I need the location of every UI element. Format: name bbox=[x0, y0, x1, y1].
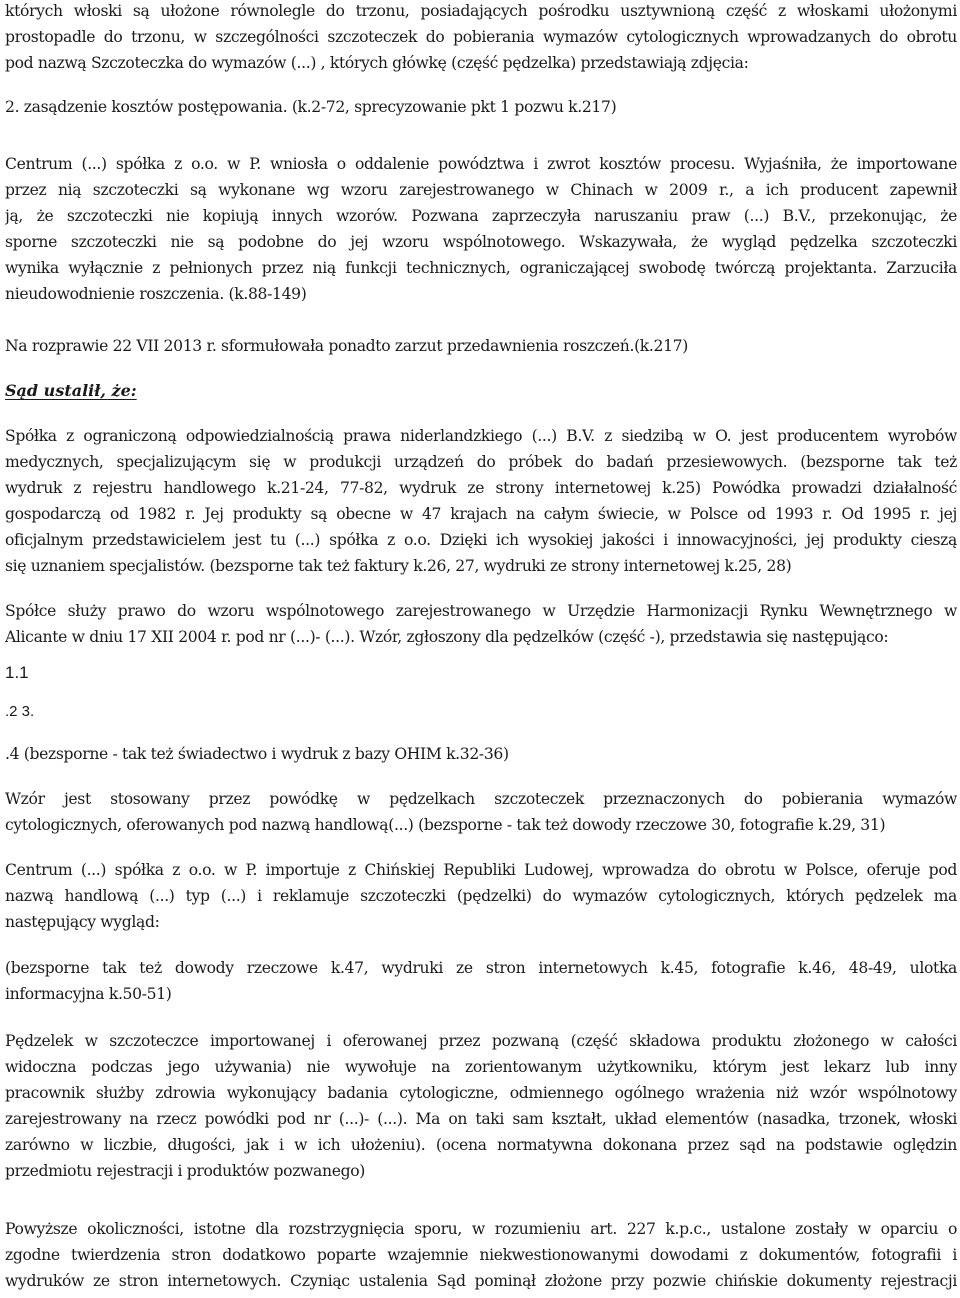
text-line: prostopadle do trzonu, w szczególności szczoteczek do pobierania wymazów cytologicznych wprowadzanych do obrotu bbox=[5, 28, 957, 46]
text-line: Spółka z ograniczoną odpowiedzialnością prawa niderlandzkiego (...) B.V. z siedzibą w O. jest producentem wyrobów bbox=[5, 427, 957, 445]
text-line: nieudowodnienie roszczenia. (k.88-149) bbox=[5, 285, 307, 303]
paragraph-figure-4-evidence: .4 (bezsporne - tak też świadectwo i wydruk z bazy OHIM k.32-36) bbox=[5, 745, 509, 763]
text-line: zarówno w liczbie, długości, jak i w ich ułożeniu). (ocena normatywna dokonana przez sąd na podstawie oględzin bbox=[5, 1136, 957, 1154]
text-line: przez nią szczoteczki są wykonane wg wzoru zarejestrowanego w Chinach w 2009 r., a ich producent zapewnił bbox=[5, 181, 957, 199]
paragraph-design-usage bbox=[5, 786, 957, 838]
paragraph-claim-description bbox=[5, 0, 957, 76]
paragraph-hearing: Na rozprawie 22 VII 2013 r. sformułowała ponadto zarzut przedawnienia roszczeń.(k.217) bbox=[5, 337, 688, 355]
text-line: (bezsporne tak też dowody rzeczowe k.47, wydruki ze stron internetowych k.45, fotografie k.46, 48-49, ulotka bbox=[5, 959, 957, 977]
text-line: Centrum (...) spółka z o.o. w P. wniosła o oddalenie powództwa i zwrot kosztów procesu. Wyjaśniła, że importowane bbox=[5, 155, 957, 173]
paragraph-brush-assessment bbox=[5, 1028, 957, 1184]
text-line: Spółce służy prawo do wzoru wspólnotowego zarejestrowanego w Urzędzie Harmonizacji Rynku Wewnętrznego w bbox=[5, 602, 957, 620]
text-line: ją, że szczoteczki nie kopiują innych wzorów. Pozwana zaprzeczyła naruszaniu praw (...) B.V., przekonując, że bbox=[5, 207, 957, 225]
figure-reference-2-3: .2 3. bbox=[5, 703, 35, 720]
text-line: wydruków ze stron internetowych. Czyniąc ustalenia Sąd pominął złożone przy pozwie chińskie dokumenty rejestracji bbox=[5, 1272, 957, 1290]
text-line: medycznych, specjalizującym się w produkcji urządzeń do próbek do badań przesiewowych. (bezsporne tak też bbox=[5, 453, 957, 471]
paragraph-evidence-basis bbox=[5, 1216, 957, 1294]
text-line: zgodne twierdzenia stron dodatkowo poparte wzajemnie niekwestionowanymi dowodami z dokumentów, fotografii i bbox=[5, 1246, 957, 1264]
figure-reference-1: 1.1 bbox=[5, 663, 29, 682]
text-line: Pędzelek w szczoteczce importowanej i oferowanej przez pozwaną (część składowa produktu złożonego w całości bbox=[5, 1032, 957, 1050]
text-line: oficjalnym przedstawicielem jest tu (...) spółka z o.o. Dzięki ich wysokiej jakości i innowacyjności, jej produkty cieszą bbox=[5, 531, 957, 549]
text-line: których włoski są ułożone równolegle do trzonu, posiadających pośrodku usztywnioną część z włoskami ułożonymi bbox=[5, 2, 957, 20]
paragraph-defendant-import bbox=[5, 857, 957, 935]
text-line: pod nazwą Szczoteczka do wymazów (...) , których główkę (część pędzelka) przedstawiają zdjęcia: bbox=[5, 54, 749, 72]
text-line: się uznaniem specjalistów. (bezsporne tak też faktury k.26, 27, wydruki ze strony internetowej k.25, 28) bbox=[5, 557, 792, 575]
text-line: informacyjna k.50-51) bbox=[5, 985, 172, 1003]
text-line: Powyższe okoliczności, istotne dla rozstrzygnięcia sporu, w rozumieniu art. 227 k.p.c., ustalone zostały w oparciu o bbox=[5, 1220, 957, 1238]
text-line: sporne szczoteczki nie są podobne do jej wzoru wspólnotowego. Wskazywała, że wygląd pędzelka szczoteczki bbox=[5, 233, 957, 251]
text-line: nazwą handlową (...) typ (...) i reklamuje szczoteczki (pędzelki) do wymazów cytologicznych, których pędzelek ma bbox=[5, 887, 957, 905]
paragraph-design-right bbox=[5, 598, 957, 650]
text-line: zarejestrowany na rzecz powódki pod nr (...)- (...). Ma on taki sam kształt, układ elementów (nasadka, trzonek, włoski bbox=[5, 1110, 957, 1128]
section-heading-findings: Sąd ustalił, że: bbox=[5, 381, 137, 400]
text-line: Alicante w dniu 17 XII 2004 r. pod nr (...)- (...). Wzór, zgłoszony dla pędzelków (część -), przedstawia się następująco: bbox=[5, 628, 889, 646]
text-line: widoczna podczas jego używania) nie wywołuje na zorientowanym użytkowniku, którym jest lekarz lub inny bbox=[5, 1058, 957, 1076]
text-line: pracownik służby zdrowia wykonujący badania cytologiczne, odmiennego ogólnego wrażenia niż wzór wspólnotowy bbox=[5, 1084, 957, 1102]
text-line: przedmiotu rejestracji i produktów pozwanego) bbox=[5, 1162, 365, 1180]
paragraph-defendant-response bbox=[5, 151, 957, 307]
text-line: cytologicznych, oferowanych pod nazwą handlową(...) (bezsporne - tak też dowody rzeczowe 30, fotografie k.29, 31) bbox=[5, 816, 886, 834]
text-line: wydruk z rejestru handlowego k.21-24, 77-82, wydruk ze strony internetowej k.25) Powódka prowadzi działalność bbox=[5, 479, 957, 497]
paragraph-plaintiff-company bbox=[5, 423, 957, 579]
text-line: następujący wygląd: bbox=[5, 913, 160, 931]
text-line: Centrum (...) spółka z o.o. w P. importuje z Chińskiej Republiki Ludowej, wprowadza do obrotu w Polsce, oferuje pod bbox=[5, 861, 957, 879]
paragraph-evidence bbox=[5, 955, 957, 1007]
text-line: gospodarczą od 1982 r. Jej produkty są obecne w 47 krajach na całym świecie, w Polsce od 1993 r. Od 1995 r. jej bbox=[5, 505, 957, 523]
paragraph-claim-costs: 2. zasądzenie kosztów postępowania. (k.2-72, sprecyzowanie pkt 1 pozwu k.217) bbox=[5, 98, 617, 116]
text-line: wynika wyłącznie z pełnionych przez nią funkcji technicznych, ograniczającej swobodę twórczą projektanta. Zarzuciła bbox=[5, 259, 957, 277]
text-line: Wzór jest stosowany przez powódkę w pędzelkach szczoteczek przeznaczonych do pobierania wymazów bbox=[5, 790, 957, 808]
